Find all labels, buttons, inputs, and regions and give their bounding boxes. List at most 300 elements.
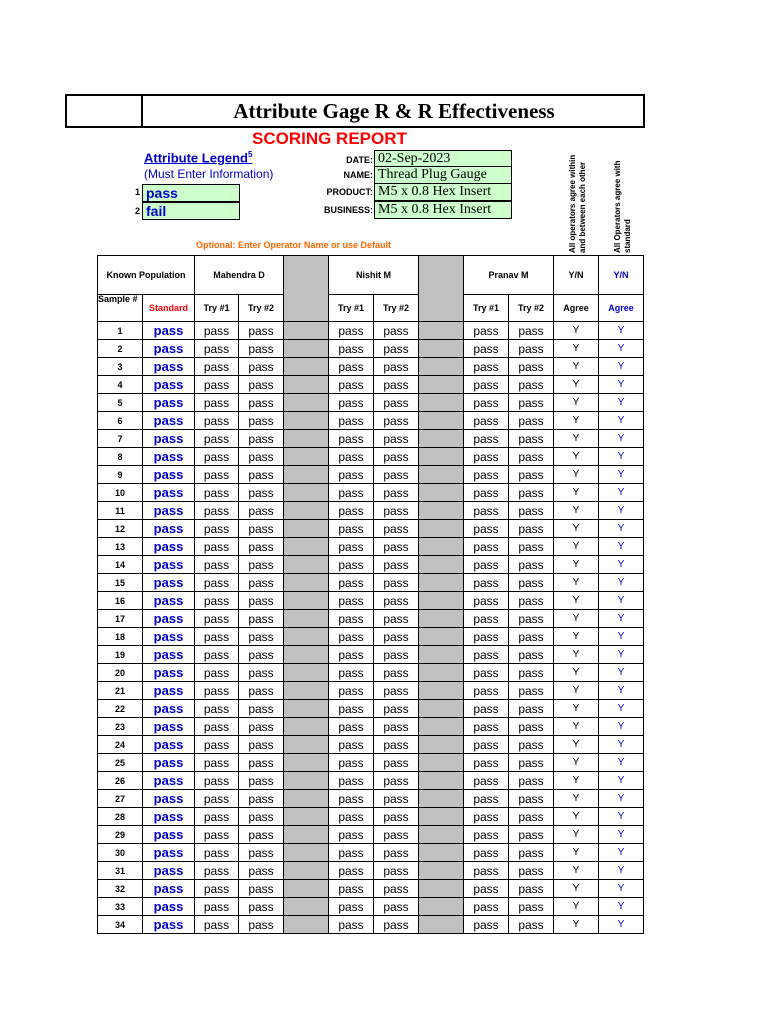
standard-value[interactable]: pass <box>143 322 195 340</box>
op2-try1-value[interactable]: pass <box>329 862 374 880</box>
op1-try2-value[interactable]: pass <box>239 628 284 646</box>
op2-try2-value[interactable]: pass <box>374 736 419 754</box>
op1-try1-value[interactable]: pass <box>195 340 239 358</box>
op2-try2-value[interactable]: pass <box>374 826 419 844</box>
op3-try2-value[interactable]: pass <box>509 394 554 412</box>
op3-try1-value[interactable]: pass <box>464 592 509 610</box>
op1-try1-value[interactable]: pass <box>195 646 239 664</box>
op1-try1-value[interactable]: pass <box>195 664 239 682</box>
op2-try2-value[interactable]: pass <box>374 358 419 376</box>
op3-try1-value[interactable]: pass <box>464 682 509 700</box>
op2-try2-value[interactable]: pass <box>374 772 419 790</box>
op1-try2-value[interactable]: pass <box>239 916 284 934</box>
op3-try1-value[interactable]: pass <box>464 430 509 448</box>
op2-try2-value[interactable]: pass <box>374 862 419 880</box>
op2-try2-value[interactable]: pass <box>374 718 419 736</box>
op3-try2-value[interactable]: pass <box>509 502 554 520</box>
op3-try2-value[interactable]: pass <box>509 790 554 808</box>
standard-value[interactable]: pass <box>143 790 195 808</box>
op2-try2-value[interactable]: pass <box>374 484 419 502</box>
op1-try1-value[interactable]: pass <box>195 592 239 610</box>
op1-try2-value[interactable]: pass <box>239 862 284 880</box>
op2-try1-value[interactable]: pass <box>329 322 374 340</box>
agree-standard-value: Y <box>599 448 644 466</box>
sample-number: 8 <box>98 448 143 466</box>
standard-value[interactable]: pass <box>143 412 195 430</box>
op2-try2-value[interactable]: pass <box>374 430 419 448</box>
date-field[interactable]: 02-Sep-2023 <box>374 150 512 168</box>
op3-try1-value[interactable]: pass <box>464 898 509 916</box>
op3-try2-value[interactable]: pass <box>509 538 554 556</box>
op2-try1-value[interactable]: pass <box>329 502 374 520</box>
op1-try1-value[interactable]: pass <box>195 628 239 646</box>
sample-number: 34 <box>98 916 143 934</box>
separator-cell <box>419 376 464 394</box>
op1-try1-value[interactable]: pass <box>195 610 239 628</box>
op3-try1-value[interactable]: pass <box>464 700 509 718</box>
op1-try1-value[interactable]: pass <box>195 484 239 502</box>
separator-cell <box>284 394 329 412</box>
standard-value[interactable]: pass <box>143 358 195 376</box>
op2-try1-value[interactable]: pass <box>329 754 374 772</box>
op3-try1-value[interactable]: pass <box>464 376 509 394</box>
op2-try2-value[interactable]: pass <box>374 682 419 700</box>
sample-number: 14 <box>98 556 143 574</box>
op3-try1-header: Try #1 <box>464 295 509 322</box>
op3-try2-value[interactable]: pass <box>509 592 554 610</box>
op1-try2-value[interactable]: pass <box>239 610 284 628</box>
standard-value[interactable]: pass <box>143 448 195 466</box>
op1-try2-value[interactable]: pass <box>239 430 284 448</box>
sample-number: 21 <box>98 682 143 700</box>
standard-value[interactable]: pass <box>143 898 195 916</box>
op3-try1-value[interactable]: pass <box>464 574 509 592</box>
op2-try2-value[interactable]: pass <box>374 628 419 646</box>
op1-try1-value[interactable]: pass <box>195 790 239 808</box>
op3-try1-value[interactable]: pass <box>464 862 509 880</box>
vertical-label-agree-standard: All Operators agree with standard <box>613 160 632 253</box>
op1-try2-value[interactable]: pass <box>239 466 284 484</box>
op2-try2-value[interactable]: pass <box>374 520 419 538</box>
standard-value[interactable]: pass <box>143 466 195 484</box>
op1-try2-value[interactable]: pass <box>239 358 284 376</box>
op2-try1-value[interactable]: pass <box>329 700 374 718</box>
op1-try2-value[interactable]: pass <box>239 556 284 574</box>
op1-try2-value[interactable]: pass <box>239 592 284 610</box>
op2-try1-value[interactable]: pass <box>329 736 374 754</box>
standard-value[interactable]: pass <box>143 808 195 826</box>
op1-try2-value[interactable]: pass <box>239 376 284 394</box>
op1-try2-value[interactable]: pass <box>239 412 284 430</box>
separator-cell <box>284 322 329 340</box>
separator-cell <box>284 880 329 898</box>
agree-value: Y <box>554 538 599 556</box>
op1-try1-value[interactable]: pass <box>195 844 239 862</box>
standard-value[interactable]: pass <box>143 736 195 754</box>
op2-try1-value[interactable]: pass <box>329 880 374 898</box>
op1-try1-value[interactable]: pass <box>195 682 239 700</box>
op2-try2-value[interactable]: pass <box>374 700 419 718</box>
legend-item-2-number: 2 <box>134 205 140 216</box>
op3-try1-value[interactable]: pass <box>464 520 509 538</box>
legend-item-1-input[interactable]: pass <box>142 184 240 202</box>
op3-try2-value[interactable]: pass <box>509 340 554 358</box>
op2-try2-value[interactable]: pass <box>374 592 419 610</box>
op2-try2-value[interactable]: pass <box>374 538 419 556</box>
op2-try1-value[interactable]: pass <box>329 376 374 394</box>
op2-try2-value[interactable]: pass <box>374 394 419 412</box>
separator-cell <box>284 412 329 430</box>
op2-try1-value[interactable]: pass <box>329 394 374 412</box>
op1-try1-value[interactable]: pass <box>195 376 239 394</box>
standard-value[interactable]: pass <box>143 646 195 664</box>
op3-try2-value[interactable]: pass <box>509 358 554 376</box>
standard-value[interactable]: pass <box>143 502 195 520</box>
operator-3-name[interactable]: Pranav M <box>464 256 554 295</box>
op1-try2-value[interactable]: pass <box>239 682 284 700</box>
op2-try2-value[interactable]: pass <box>374 610 419 628</box>
standard-value[interactable]: pass <box>143 664 195 682</box>
table-row <box>98 556 686 574</box>
op1-try2-value[interactable]: pass <box>239 790 284 808</box>
op3-try2-value[interactable]: pass <box>509 862 554 880</box>
agree-standard-header: Agree <box>599 295 644 322</box>
op3-try2-value[interactable]: pass <box>509 682 554 700</box>
op1-try2-value[interactable]: pass <box>239 502 284 520</box>
op3-try1-value[interactable]: pass <box>464 916 509 934</box>
standard-value[interactable]: pass <box>143 628 195 646</box>
op3-try2-value[interactable]: pass <box>509 628 554 646</box>
op2-try1-value[interactable]: pass <box>329 790 374 808</box>
op1-try2-value[interactable]: pass <box>239 844 284 862</box>
business-field[interactable]: M5 x 0.8 Hex Insert <box>374 201 512 219</box>
op2-try1-value[interactable]: pass <box>329 466 374 484</box>
sample-number: 5 <box>98 394 143 412</box>
agree-standard-value: Y <box>599 574 644 592</box>
op3-try1-value[interactable]: pass <box>464 610 509 628</box>
table-row <box>98 664 686 682</box>
op3-try2-value[interactable]: pass <box>509 430 554 448</box>
business-label: BUSINESS: <box>323 205 373 215</box>
op1-try2-value[interactable]: pass <box>239 772 284 790</box>
op2-try2-value[interactable]: pass <box>374 466 419 484</box>
standard-value[interactable]: pass <box>143 484 195 502</box>
op2-try1-value[interactable]: pass <box>329 826 374 844</box>
op1-try1-value[interactable]: pass <box>195 412 239 430</box>
agree-value: Y <box>554 844 599 862</box>
standard-value[interactable]: pass <box>143 844 195 862</box>
op2-try1-value[interactable]: pass <box>329 808 374 826</box>
product-label: PRODUCT: <box>326 187 373 197</box>
op3-try2-value[interactable]: pass <box>509 466 554 484</box>
standard-value[interactable]: pass <box>143 520 195 538</box>
standard-value[interactable]: pass <box>143 394 195 412</box>
op3-try2-value[interactable]: pass <box>509 412 554 430</box>
op2-try2-value[interactable]: pass <box>374 808 419 826</box>
op2-try2-value[interactable]: pass <box>374 448 419 466</box>
op1-try2-value[interactable]: pass <box>239 700 284 718</box>
op2-try2-value[interactable]: pass <box>374 322 419 340</box>
op2-try2-value[interactable]: pass <box>374 412 419 430</box>
op3-try2-value[interactable]: pass <box>509 826 554 844</box>
op3-try1-value[interactable]: pass <box>464 646 509 664</box>
op3-try2-value[interactable]: pass <box>509 322 554 340</box>
op2-try2-value[interactable]: pass <box>374 502 419 520</box>
op2-try1-value[interactable]: pass <box>329 718 374 736</box>
product-field[interactable]: M5 x 0.8 Hex Insert <box>374 183 512 201</box>
op2-try2-value[interactable]: pass <box>374 556 419 574</box>
table-row <box>98 682 686 700</box>
op2-try1-value[interactable]: pass <box>329 448 374 466</box>
op2-try1-value[interactable]: pass <box>329 610 374 628</box>
op3-try1-value[interactable]: pass <box>464 754 509 772</box>
op3-try2-value[interactable]: pass <box>509 898 554 916</box>
op1-try1-value[interactable]: pass <box>195 754 239 772</box>
op3-try1-value[interactable]: pass <box>464 718 509 736</box>
standard-value[interactable]: pass <box>143 718 195 736</box>
op3-try2-value[interactable]: pass <box>509 718 554 736</box>
op1-try1-value[interactable]: pass <box>195 538 239 556</box>
op2-try2-value[interactable]: pass <box>374 898 419 916</box>
op2-try2-value[interactable]: pass <box>374 376 419 394</box>
op3-try2-value[interactable]: pass <box>509 808 554 826</box>
op1-try1-value[interactable]: pass <box>195 862 239 880</box>
op3-try2-value[interactable]: pass <box>509 484 554 502</box>
standard-value[interactable]: pass <box>143 430 195 448</box>
op3-try1-value[interactable]: pass <box>464 880 509 898</box>
op3-try2-value[interactable]: pass <box>509 556 554 574</box>
table-row <box>98 376 686 394</box>
op2-try1-value[interactable]: pass <box>329 412 374 430</box>
op1-try1-value[interactable]: pass <box>195 430 239 448</box>
op1-try1-value[interactable]: pass <box>195 700 239 718</box>
op1-try2-value[interactable]: pass <box>239 808 284 826</box>
agree-value: Y <box>554 412 599 430</box>
separator-cell <box>419 412 464 430</box>
op3-try1-value[interactable]: pass <box>464 484 509 502</box>
standard-value[interactable]: pass <box>143 340 195 358</box>
op1-try2-value[interactable]: pass <box>239 538 284 556</box>
op1-try1-value[interactable]: pass <box>195 772 239 790</box>
op2-try1-value[interactable]: pass <box>329 898 374 916</box>
op3-try1-value[interactable]: pass <box>464 448 509 466</box>
op3-try2-value[interactable]: pass <box>509 772 554 790</box>
op3-try2-value[interactable]: pass <box>509 844 554 862</box>
op3-try2-value[interactable]: pass <box>509 574 554 592</box>
op3-try2-value[interactable]: pass <box>509 664 554 682</box>
op3-try2-value[interactable]: pass <box>509 376 554 394</box>
operator-2-name[interactable]: Nishit M <box>329 256 419 295</box>
op1-try2-value[interactable]: pass <box>239 898 284 916</box>
op3-try2-value[interactable]: pass <box>509 916 554 934</box>
separator-cell <box>419 700 464 718</box>
op1-try2-value[interactable]: pass <box>239 718 284 736</box>
separator-cell <box>284 898 329 916</box>
op3-try1-value[interactable]: pass <box>464 844 509 862</box>
name-field[interactable]: Thread Plug Gauge <box>374 166 512 184</box>
op3-try1-value[interactable]: pass <box>464 466 509 484</box>
op2-try1-value[interactable]: pass <box>329 592 374 610</box>
op3-try2-value[interactable]: pass <box>509 736 554 754</box>
op2-try1-value[interactable]: pass <box>329 646 374 664</box>
op1-try2-value[interactable]: pass <box>239 484 284 502</box>
op2-try1-value[interactable]: pass <box>329 520 374 538</box>
op2-try1-value[interactable]: pass <box>329 844 374 862</box>
op3-try2-value[interactable]: pass <box>509 700 554 718</box>
op1-try2-value[interactable]: pass <box>239 754 284 772</box>
op1-try2-value[interactable]: pass <box>239 574 284 592</box>
op3-try2-value[interactable]: pass <box>509 448 554 466</box>
op1-try1-value[interactable]: pass <box>195 718 239 736</box>
separator-cell <box>419 808 464 826</box>
agree-value: Y <box>554 322 599 340</box>
op1-try1-value[interactable]: pass <box>195 880 239 898</box>
op2-try2-value[interactable]: pass <box>374 916 419 934</box>
table-row <box>98 412 686 430</box>
agree-value: Y <box>554 916 599 934</box>
op1-try2-value[interactable]: pass <box>239 826 284 844</box>
legend-item-2-input[interactable]: fail <box>142 202 240 220</box>
separator-cell <box>419 358 464 376</box>
op1-try1-value[interactable]: pass <box>195 502 239 520</box>
op1-try2-value[interactable]: pass <box>239 340 284 358</box>
op2-try1-value[interactable]: pass <box>329 664 374 682</box>
op1-try2-value[interactable]: pass <box>239 664 284 682</box>
op3-try1-value[interactable]: pass <box>464 340 509 358</box>
op3-try1-value[interactable]: pass <box>464 736 509 754</box>
agree-standard-value: Y <box>599 646 644 664</box>
standard-value[interactable]: pass <box>143 574 195 592</box>
op3-try1-value[interactable]: pass <box>464 628 509 646</box>
op1-try1-value[interactable]: pass <box>195 826 239 844</box>
op1-try2-value[interactable]: pass <box>239 322 284 340</box>
agree-value: Y <box>554 790 599 808</box>
op2-try2-value[interactable]: pass <box>374 664 419 682</box>
op2-try2-value[interactable]: pass <box>374 340 419 358</box>
op1-try1-value[interactable]: pass <box>195 466 239 484</box>
op3-try1-value[interactable]: pass <box>464 538 509 556</box>
op2-try2-value[interactable]: pass <box>374 646 419 664</box>
op3-try1-value[interactable]: pass <box>464 826 509 844</box>
op2-try2-value[interactable]: pass <box>374 844 419 862</box>
standard-value[interactable]: pass <box>143 862 195 880</box>
sample-header: Sample # <box>98 295 143 322</box>
table-row <box>98 574 686 592</box>
op1-try1-value[interactable]: pass <box>195 322 239 340</box>
separator-cell <box>284 358 329 376</box>
op2-try1-value[interactable]: pass <box>329 340 374 358</box>
op3-try2-value[interactable]: pass <box>509 610 554 628</box>
standard-value[interactable]: pass <box>143 826 195 844</box>
op3-try1-value[interactable]: pass <box>464 808 509 826</box>
standard-value[interactable]: pass <box>143 916 195 934</box>
agree-standard-value: Y <box>599 682 644 700</box>
op1-try2-value[interactable]: pass <box>239 736 284 754</box>
op2-try1-value[interactable]: pass <box>329 682 374 700</box>
op1-try1-value[interactable]: pass <box>195 736 239 754</box>
op1-try2-value[interactable]: pass <box>239 646 284 664</box>
standard-value[interactable]: pass <box>143 880 195 898</box>
op3-try1-value[interactable]: pass <box>464 394 509 412</box>
op1-try1-value[interactable]: pass <box>195 916 239 934</box>
separator-cell <box>419 754 464 772</box>
standard-value[interactable]: pass <box>143 538 195 556</box>
agree-value: Y <box>554 826 599 844</box>
op3-try1-value[interactable]: pass <box>464 772 509 790</box>
op1-try2-value[interactable]: pass <box>239 394 284 412</box>
op2-try1-value[interactable]: pass <box>329 538 374 556</box>
op1-try2-value[interactable]: pass <box>239 448 284 466</box>
operator-1-name[interactable]: Mahendra D <box>195 256 284 295</box>
op2-try1-value[interactable]: pass <box>329 916 374 934</box>
separator-cell <box>284 646 329 664</box>
op1-try1-value[interactable]: pass <box>195 556 239 574</box>
standard-value[interactable]: pass <box>143 682 195 700</box>
standard-value[interactable]: pass <box>143 772 195 790</box>
agree-standard-value: Y <box>599 880 644 898</box>
standard-value[interactable]: pass <box>143 592 195 610</box>
standard-value[interactable]: pass <box>143 376 195 394</box>
standard-value[interactable]: pass <box>143 610 195 628</box>
op2-try1-value[interactable]: pass <box>329 358 374 376</box>
agree-value: Y <box>554 574 599 592</box>
op1-try1-value[interactable]: pass <box>195 574 239 592</box>
op2-try2-value[interactable]: pass <box>374 754 419 772</box>
op2-try1-value[interactable]: pass <box>329 574 374 592</box>
standard-value[interactable]: pass <box>143 700 195 718</box>
separator-cell <box>284 610 329 628</box>
op1-try2-value[interactable]: pass <box>239 520 284 538</box>
op2-try1-value[interactable]: pass <box>329 430 374 448</box>
separator-cell <box>419 322 464 340</box>
op1-try1-value[interactable]: pass <box>195 898 239 916</box>
op1-try1-value[interactable]: pass <box>195 358 239 376</box>
agree-standard-value: Y <box>599 376 644 394</box>
op3-try2-value[interactable]: pass <box>509 520 554 538</box>
separator-cell <box>284 574 329 592</box>
op3-try1-value[interactable]: pass <box>464 358 509 376</box>
op3-try1-value[interactable]: pass <box>464 502 509 520</box>
op2-try1-value[interactable]: pass <box>329 628 374 646</box>
separator-cell <box>284 340 329 358</box>
separator-cell <box>284 556 329 574</box>
op2-try1-value[interactable]: pass <box>329 772 374 790</box>
op2-try1-value[interactable]: pass <box>329 484 374 502</box>
op2-try1-value[interactable]: pass <box>329 556 374 574</box>
op3-try2-value[interactable]: pass <box>509 880 554 898</box>
sample-number: 25 <box>98 754 143 772</box>
table-row <box>98 466 686 484</box>
op1-try1-value[interactable]: pass <box>195 808 239 826</box>
op3-try2-value[interactable]: pass <box>509 646 554 664</box>
op1-try1-value[interactable]: pass <box>195 394 239 412</box>
op3-try1-value[interactable]: pass <box>464 412 509 430</box>
op2-try2-value[interactable]: pass <box>374 880 419 898</box>
op2-try2-value[interactable]: pass <box>374 574 419 592</box>
op3-try1-value[interactable]: pass <box>464 556 509 574</box>
op3-try2-value[interactable]: pass <box>509 754 554 772</box>
op1-try2-value[interactable]: pass <box>239 880 284 898</box>
agree-standard-value: Y <box>599 844 644 862</box>
op1-try1-value[interactable]: pass <box>195 448 239 466</box>
standard-value[interactable]: pass <box>143 556 195 574</box>
op3-try1-value[interactable]: pass <box>464 790 509 808</box>
op3-try1-value[interactable]: pass <box>464 322 509 340</box>
op3-try1-value[interactable]: pass <box>464 664 509 682</box>
op1-try1-value[interactable]: pass <box>195 520 239 538</box>
op2-try2-value[interactable]: pass <box>374 790 419 808</box>
standard-value[interactable]: pass <box>143 754 195 772</box>
